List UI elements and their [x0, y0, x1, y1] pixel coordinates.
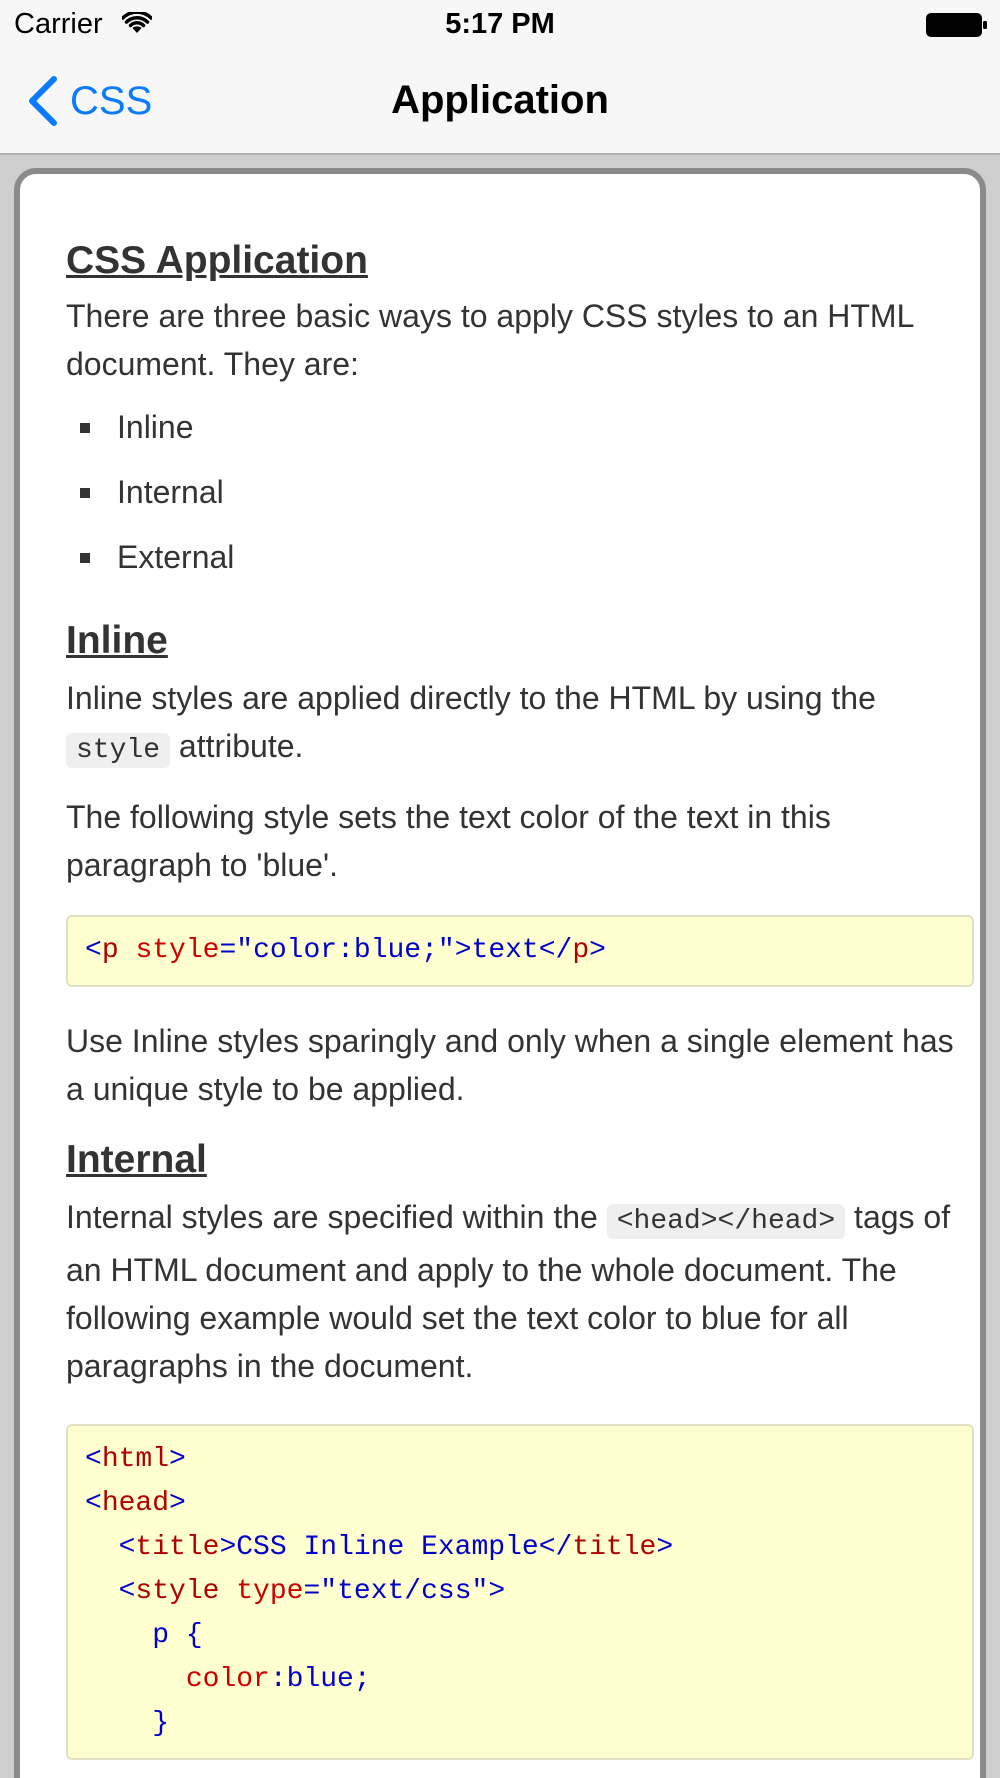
- inline-code-head: <head></head>: [607, 1204, 845, 1239]
- list-item-label: External: [117, 539, 235, 575]
- back-label: CSS: [70, 78, 153, 123]
- code-token: >: [589, 935, 606, 966]
- list-item: [66, 460, 974, 525]
- code-token: >: [454, 935, 472, 966]
- code-token: :blue;: [269, 1664, 371, 1695]
- code-token: style: [135, 1576, 220, 1607]
- code-token: type: [236, 1576, 304, 1607]
- inline-text-b: attribute.: [178, 728, 304, 764]
- inline-paragraph-1: [66, 674, 974, 775]
- code-token: }: [152, 1708, 170, 1739]
- code-token: title: [135, 1532, 220, 1563]
- code-token: "text/css": [320, 1576, 489, 1607]
- code-token: color: [185, 1664, 270, 1695]
- bullet-icon: [80, 423, 90, 433]
- heading-inline: Inline: [66, 619, 168, 662]
- article-content: [66, 174, 974, 1760]
- content-frame: [14, 168, 986, 1778]
- bullet-icon: [80, 553, 90, 563]
- code-block-internal: <html> <head> <title>CSS Inline Example</title> <style type="text/css"> p { color:blue; }: [66, 1424, 974, 1760]
- code-token: <: [85, 935, 102, 966]
- inline-text-a: Inline styles are applied directly to the HTML by using the: [66, 680, 876, 716]
- battery-icon: [926, 13, 988, 37]
- code-token: html: [101, 1444, 170, 1475]
- carrier-label: Carrier: [14, 8, 103, 40]
- code-token: title: [572, 1532, 657, 1563]
- internal-text-b: tags of an HTML document and apply to the whole document. The following example would set the text color to blue for all paragraphs in the document.: [66, 1199, 951, 1384]
- internal-paragraph: [66, 1193, 974, 1390]
- bullet-icon: [80, 488, 90, 498]
- navigation-bar: [0, 50, 1000, 155]
- code-token: CSS Inline Example: [236, 1532, 539, 1563]
- page-title: Application: [391, 78, 609, 122]
- intro-paragraph: There are three basic ways to apply CSS styles to an HTML document. They are:: [66, 298, 914, 382]
- status-time: 5:17 PM: [445, 8, 555, 40]
- code-token: text: [471, 935, 539, 966]
- inline-code-style: style: [66, 733, 170, 768]
- code-token: </: [538, 935, 573, 966]
- code-token: [119, 935, 136, 966]
- methods-list: [66, 395, 974, 590]
- heading-css-application: CSS Application: [66, 239, 368, 282]
- inline-paragraph-2: The following style sets the text color of the text in this paragraph to 'blue'.: [66, 799, 831, 883]
- inline-paragraph-3: Use Inline styles sparingly and only when a single element has a unique style to be applied.: [66, 1023, 954, 1107]
- code-token: style: [135, 935, 220, 966]
- list-item-label: Inline: [117, 409, 194, 445]
- code-token: "color:blue;": [236, 935, 455, 966]
- status-bar: [0, 0, 1000, 50]
- code-token: =: [219, 935, 237, 966]
- code-token: p: [572, 935, 590, 966]
- list-item-label: Internal: [117, 474, 224, 510]
- list-item: [66, 525, 974, 590]
- code-block-inline: [66, 915, 974, 987]
- code-token: head: [101, 1488, 170, 1519]
- internal-text-a: Internal styles are specified within the: [66, 1199, 598, 1235]
- list-item: [66, 395, 974, 460]
- heading-internal: Internal: [66, 1138, 207, 1181]
- code-token: p: [101, 935, 119, 966]
- code-token: p {: [152, 1620, 203, 1651]
